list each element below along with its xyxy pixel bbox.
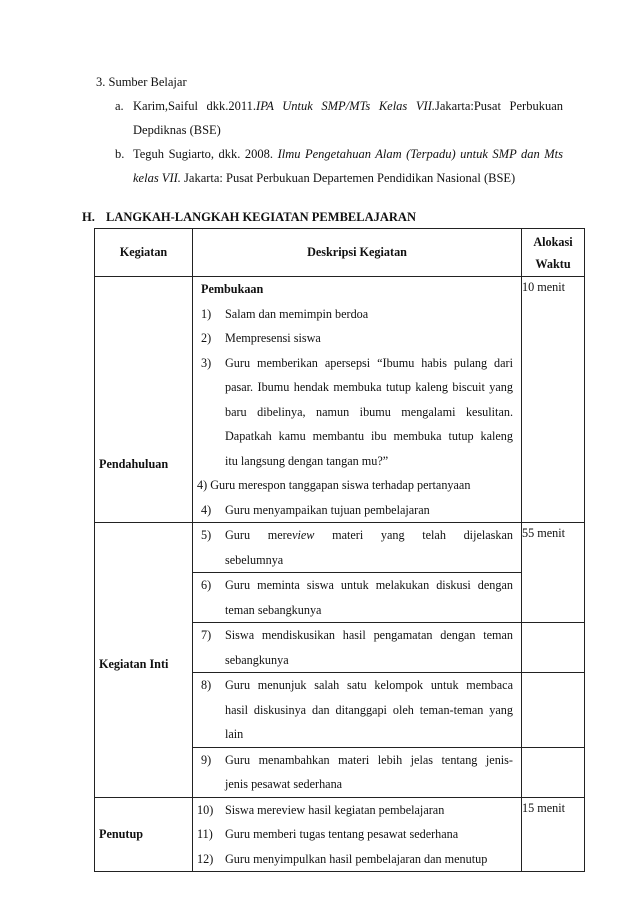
list-item-continuation: baru dibelinya, namun ibumu mengalami kesulitan. [225,404,513,419]
header-alokasi [522,229,585,277]
source-b-line-1 [133,146,563,162]
learning-steps-table [94,228,585,872]
list-item-continuation: Dapatkah kamu membantu ibu membuka tutup kaleng [225,429,513,443]
inti-step-7: 7) Siswa mendiskusikan hasil pengamatan dengan teman sebangkunya [193,623,522,673]
list-item: 3) Guru memberikan apersepsi “Ibumu habis pulang dari [201,355,513,370]
source-a-line-1 [133,98,563,114]
header-alokasi-line-2: Waktu [535,256,571,271]
source-b-author: Teguh Sugiarto, dkk. 2008. [133,147,274,161]
list-item: 4) Guru merespon tanggapan siswa terhadap pertanyaan [197,478,471,492]
source-a-publisher: Jakarta:Pusat Perbukuan [434,99,563,113]
header-deskripsi: Deskripsi Kegiatan [193,229,522,277]
list-item: 2) Mempresensi siswa [201,331,321,345]
time-empty-cell [522,623,585,673]
time-penutup: 15 menit [522,797,585,872]
penutup-description: 10) Siswa mereview hasil kegiatan pembelajaran 11) Guru memberi tugas tentang pesawat sederhana 12) Guru menyimpulkan hasil pembelajaran dan menutup [193,797,522,872]
source-b-publisher: Jakarta: Pusat Perbukuan Departemen Pendidikan Nasional (BSE) [180,171,516,185]
source-a-line-2: Depdiknas (BSE) [133,123,221,137]
row-label-pendahuluan: Pendahuluan [95,277,193,523]
inti-step-9: 9) Guru menambahkan materi lebih jelas tentang jenis- jenis pesawat sederhana [193,747,522,797]
list-item-continuation: pasar. Ibumu hendak membuka tutup kaleng biscuit yang [225,380,513,394]
pendahuluan-description [193,277,522,523]
row-label-inti: Kegiatan Inti [95,523,193,798]
sources-heading: 3. Sumber Belajar [96,75,187,89]
inti-step-8: 8) Guru menunjuk salah satu kelompok untuk membaca hasil diskusinya dan ditanggapi oleh teman-teman yang lain [193,673,522,748]
source-b-line-2 [133,170,515,186]
time-empty-cell [522,673,585,748]
source-b-title: Ilmu Pengetahuan Alam (Terpadu) untuk SMP dan Mts [277,147,564,161]
table-row [95,797,585,872]
source-b-marker: b. [115,147,125,161]
header-kegiatan: Kegiatan [95,229,193,277]
inti-step-5: 5) Guru mereview materi yang telah dijelaskan sebelumnya [193,523,522,573]
table-row [95,523,585,573]
section-title: LANGKAH-LANGKAH KEGIATAN PEMBELAJARAN [106,210,416,224]
pembukaan-title: Pembukaan [201,282,264,296]
source-a-author: Karim,Saiful dkk.2011. [133,99,257,113]
table-header-row [95,229,585,277]
source-a-marker: a. [115,99,124,113]
header-alokasi-line-1: Alokasi [533,234,573,249]
list-item: 1) Salam dan memimpin berdoa [201,306,369,321]
time-inti: 55 menit [522,523,585,623]
source-a-title: IPA Untuk SMP/MTs Kelas VII. [256,99,435,113]
time-empty-cell [522,747,585,797]
list-item-continuation: itu langsung dengan tangan mu?” [225,453,389,468]
time-pendahuluan: 10 menit [522,277,585,523]
list-item: 4) Guru menyampaikan tujuan pembelajaran [201,502,430,517]
row-label-penutup: Penutup [95,797,193,872]
table-row [95,277,585,523]
section-heading [82,210,416,225]
section-letter: H. [82,210,95,224]
inti-step-6: 6) Guru meminta siswa untuk melakukan diskusi dengan teman sebangkunya [193,573,522,623]
source-b-title-cont: kelas VII. [133,171,181,185]
